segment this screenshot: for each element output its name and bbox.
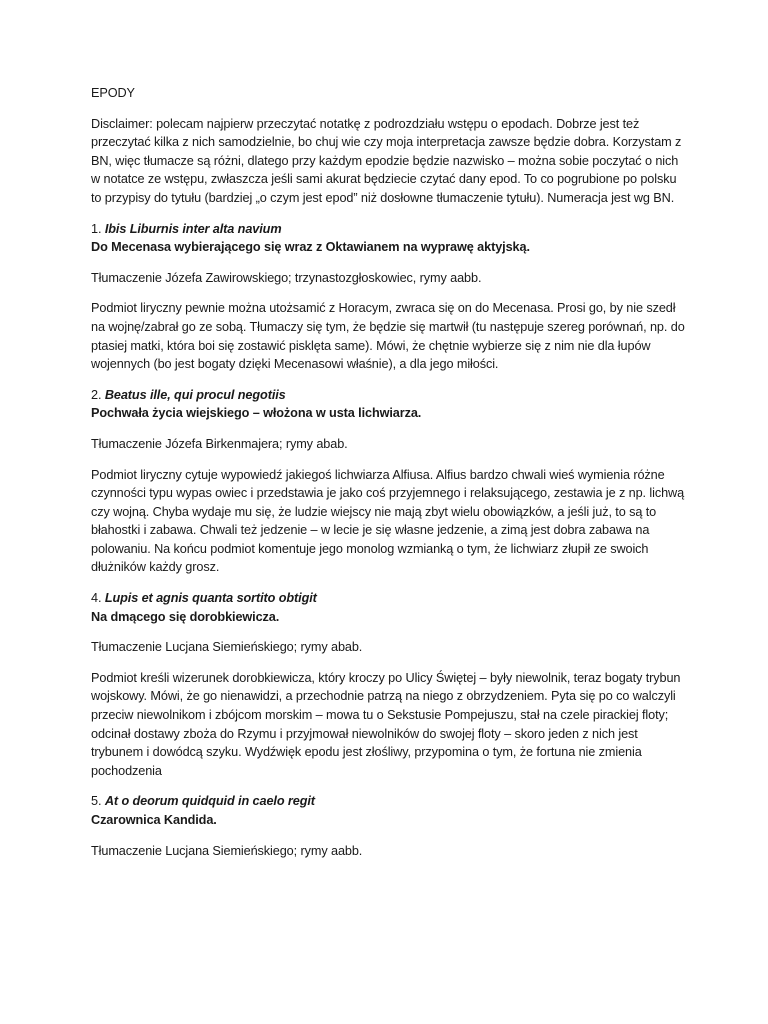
epode-latin-title: Ibis Liburnis inter alta navium [104, 221, 282, 236]
epode-translation-note: Tłumaczenie Józefa Zawirowskiego; trzynastozgłoskowiec, rymy aabb. [91, 270, 482, 285]
epode-subtitle: Na dmącego się dorobkiewicza. [91, 609, 280, 624]
epode-number: 1. [91, 221, 102, 236]
epode-heading [91, 792, 686, 829]
epode-number: 5. [91, 794, 102, 809]
epode-latin-title: Beatus ille, qui procul negotiis [104, 387, 286, 402]
epode-subtitle: Pochwała życia wiejskiego – włożona w usta lichwiarza. [91, 406, 422, 421]
document-page [91, 84, 686, 872]
epode-translation-note: Tłumaczenie Lucjana Siemieńskiego; rymy abab. [91, 640, 363, 655]
epode-latin-title: Lupis et agnis quanta sortito obtigit [104, 591, 317, 606]
epode-number: 4. [91, 591, 102, 606]
epode-subtitle: Do Mecenasa wybierającego się wraz z Oktawianem na wyprawę aktyjską. [91, 240, 530, 255]
epode-latin-title: At o deorum quidquid in caelo regit [104, 794, 315, 809]
epode-subtitle: Czarownica Kandida. [91, 813, 217, 827]
disclaimer-paragraph: Disclaimer: polecam najpierw przeczytać notatkę z podrozdziału wstępu o epodach. Dobrze jest też przeczytać kilka z nich samodzielnie, bo chuj wie czy moja interpretacja zawsze będzie dobra. Korzystam z BN, więc tłumacze są różni, dlatego przy każdym epodzie będzie nazwisko – można sobie poczytać o nich w notatce ze wstępu, zwłaszcza jeśli sami akurat będziecie czytać dany epod. To co pogrubione po polsku to przypisy do tytułu (bardziej „o czym jest epod” niż dosłowne tłumaczenie tytułu). Numeracja jest wg BN. [91, 116, 682, 205]
epode-number: 2. [91, 387, 102, 402]
epode-body: Podmiot liryczny pewnie można utożsamić z Horacym, zwraca się on do Mecenasa. Prosi go, by nie szedł na wojnę/zabrał go ze sobą. Tłumaczy się tym, że będzie się martwił (tu następuje szereg porównań, np. do ptasiej matki, która boi się zostawić pisklęta same). Mówi, że chętnie wybierze się z nim nie dla łupów wojennych (bo jest bogaty dzięki Mecenasowi właśnie), a dla jego miłości. [91, 301, 685, 372]
epode-translation-note: Tłumaczenie Lucjana Siemieńskiego; rymy aabb. [91, 843, 363, 858]
epode-body: Podmiot liryczny cytuje wypowiedź jakiegoś lichwiarza Alfiusa. Alfius bardzo chwali wieś wymienia różne czynności typu wypas owiec i przedstawia je jako coś przyjemnego i relaksującego, zestawia je z np. lichwą czy wojną. Chyba wydaje mu się, że ludzie wiejscy nie mają zbyt wielu obowiązków, a jeśli już, to są to błahostki i zabawa. Chwali też jedzenie – w lecie je się własne jedzenie, a zimą jest dobra zabawa na polowaniu. Na końcu podmiot komentuje jego monolog wzmianką o tym, że lichwiarz złupił ze swoich dłużników każdy grosz. [91, 467, 685, 575]
epode-body: Podmiot kreśli wizerunek dorobkiewicza, który kroczy po Ulicy Świętej – były niewolnik, teraz bogaty trybun wojskowy. Mówi, że go nienawidzi, a przechodnie patrzą na niego z obrzydzeniem. Pyta się po co walczyli przeciw niewolnikom i zbójcom morskim – mowa tu o Sekstusie Pompejuszu, stał na czele pirackiej floty; odcinał dostawy zboża do Rzymu i przyjmował niewolników do swojej floty – skoro jeden z nich jest trybunem i dowódcą szyku. Wydźwięk epodu jest złośliwy, przypomina o tym, że fortuna nie zmienia pochodzenia [91, 670, 681, 778]
epode-translation-note: Tłumaczenie Józefa Birkenmajera; rymy abab. [91, 436, 348, 451]
epode-heading [91, 220, 686, 257]
document-title: EPODY [91, 86, 135, 100]
epode-heading [91, 386, 686, 423]
epode-heading [91, 589, 686, 626]
